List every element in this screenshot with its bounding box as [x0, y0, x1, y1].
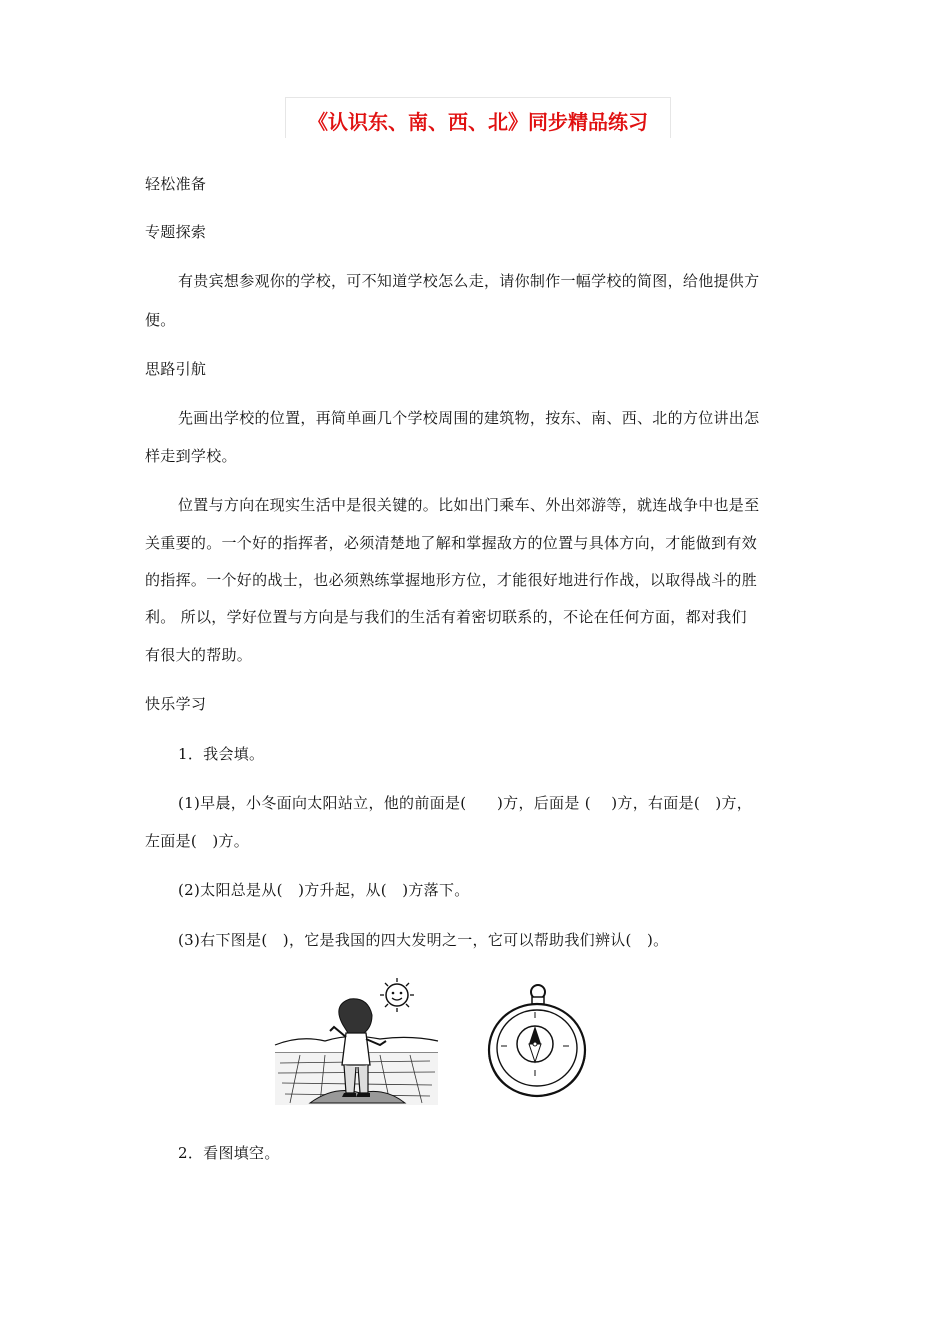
section-happy: 快乐学习 [145, 695, 207, 713]
page-title: 《认识东、南、西、北》同步精品练习 [308, 110, 648, 134]
section-explore: 专题探索 [145, 223, 207, 241]
question-1-2: (2)太阳总是从( )方升起，从( )方落下。 [178, 881, 470, 899]
question-1-1-line-1: (1)早晨，小冬面向太阳站立，他的前面是( )方，后面是 ( )方，右面是( )方， [178, 794, 753, 812]
importance-line-2: 关重要的。一个好的指挥者，必须清楚地了解和掌握敌方的位置与具体方向，才能做到有效 [145, 534, 758, 552]
question-1: 1．我会填。 [178, 745, 265, 763]
guide-text-line-2: 样走到学校。 [145, 447, 237, 465]
sun-icon [380, 978, 414, 1012]
question-1-3: (3)右下图是( )，它是我国的四大发明之一，它可以帮助我们辨认( )。 [178, 931, 669, 949]
explore-text-line-1: 有贵宾想参观你的学校，可不知道学校怎么走，请你制作一幅学校的简图，给他提供方 [178, 272, 760, 290]
guide-text-line-1: 先画出学校的位置，再简单画几个学校周围的建筑物，按东、南、西、北的方位讲出怎 [178, 409, 760, 427]
section-guide: 思路引航 [145, 360, 207, 378]
importance-line-4: 利。 所以，学好位置与方向是与我们的生活有着密切联系的，不论在任何方面，都对我们 [145, 608, 747, 626]
question-2: 2．看图填空。 [178, 1144, 280, 1162]
importance-line-1: 位置与方向在现实生活中是很关键的。比如出门乘车、外出郊游等，就连战争中也是至 [178, 496, 760, 514]
boy-facing-sun-illustration [240, 975, 440, 1115]
section-prep: 轻松准备 [145, 175, 207, 193]
question-1-1-line-2: 左面是( )方。 [145, 832, 250, 850]
compass-illustration [475, 980, 595, 1115]
importance-line-5: 有很大的帮助。 [145, 646, 253, 664]
importance-line-3: 的指挥。一个好的战士，也必须熟练掌握地形方位，才能很好地进行作战，以取得战斗的胜 [145, 571, 758, 589]
title-box [285, 97, 671, 138]
explore-text-line-2: 便。 [145, 311, 176, 329]
